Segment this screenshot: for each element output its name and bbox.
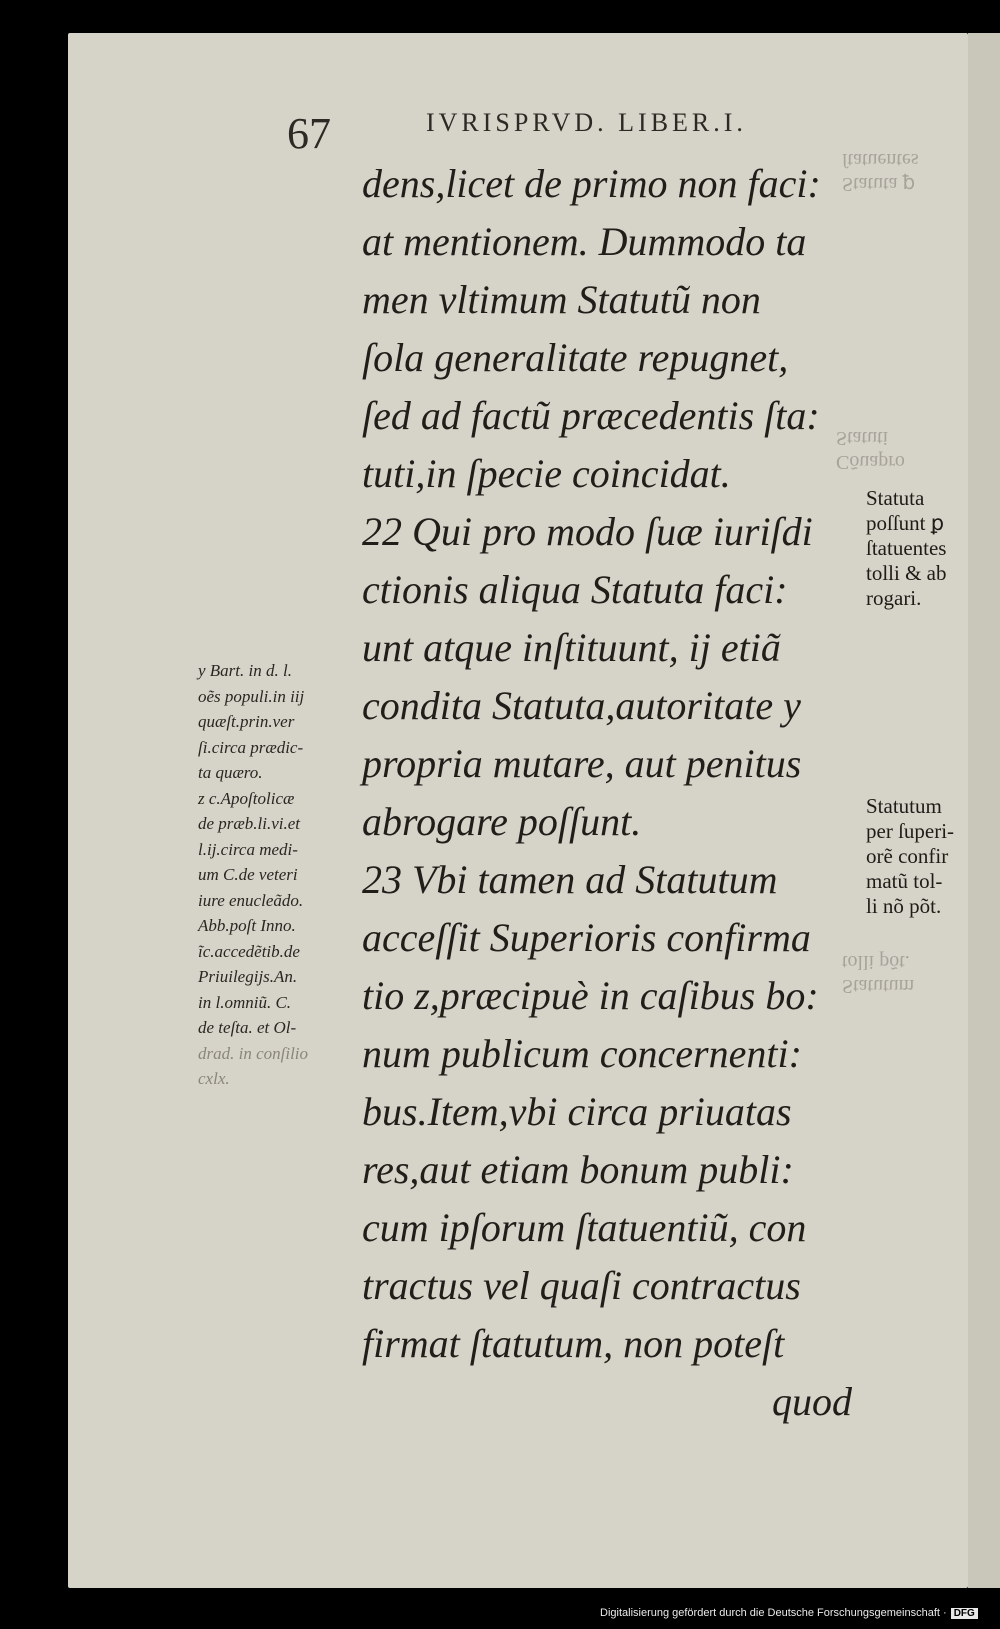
text-line: res,aut etiam bonum publi:	[362, 1147, 794, 1192]
text-line: 22 Qui pro modo ſuæ iuriſdi	[362, 509, 813, 554]
text-line: ctionis aliqua Statuta faci:	[362, 567, 788, 612]
text-line: acceſſit Superioris confirma	[362, 915, 811, 960]
side-note-line: Statuta	[866, 486, 925, 510]
side-note-line: orẽ confir	[866, 844, 949, 868]
note-line: quæſt.prin.ver	[198, 712, 295, 731]
note-line: ta quæro.	[198, 763, 263, 782]
marginal-citation-notes	[198, 658, 364, 1092]
text-line: cum ipſorum ſtatuentiũ, con	[362, 1205, 807, 1250]
side-note-line: tolli & ab	[866, 561, 947, 585]
note-line: de teſta. et Ol-	[198, 1018, 297, 1037]
side-note-line: Statutum	[866, 794, 942, 818]
text-line: at mentionem. Dummodo ta	[362, 219, 807, 264]
footer-text: Digitalisierung gefördert durch die Deutsche Forschungsgemeinschaft ·	[600, 1607, 947, 1619]
note-line: z c.Apoſtolicæ	[198, 788, 295, 808]
side-note-line: rogari.	[866, 586, 922, 610]
note-line: y Bart. in d. l.	[198, 661, 292, 680]
main-text-block	[362, 155, 852, 1431]
side-note-statutum	[866, 794, 974, 919]
text-line: unt atque inſtituunt, ij etiã	[362, 625, 781, 670]
bleed-through-text: Cõuapro Statuti	[836, 427, 905, 473]
text-line: dens,licet de primo non faci:	[362, 161, 821, 206]
catchword: quod	[772, 1379, 852, 1424]
dfg-logo: DFG	[951, 1608, 978, 1619]
note-line: um C.de veteri	[198, 865, 298, 884]
text-line: propria mutare, aut penitus	[362, 741, 802, 786]
note-line: ĩc.accedẽtib.de	[198, 941, 300, 961]
side-note-statuta	[866, 486, 974, 611]
note-line: l.ij.circa medi-	[198, 839, 298, 859]
side-note-line: li nõ põt.	[866, 894, 942, 918]
note-line: cxlx.	[198, 1069, 230, 1088]
text-line: ſola generalitate repugnet,	[362, 335, 789, 380]
text-line: tuti,in ſpecie coincidat.	[362, 451, 731, 496]
text-line: tio z,præcipuè in caſibus bo:	[362, 973, 819, 1018]
note-line: de præb.li.vi.et	[198, 814, 300, 833]
digitization-footer	[600, 1607, 978, 1619]
note-line: Abb.poſt Inno.	[198, 916, 296, 935]
note-line: iure enucleãdo.	[198, 890, 304, 910]
side-note-line: poſſunt ꝑ	[866, 511, 945, 535]
side-note-line: matũ tol-	[866, 869, 943, 893]
running-head: IVRISPRVD. LIBER.I.	[426, 108, 747, 137]
side-note-line: per ſuperi-	[866, 819, 955, 843]
side-note-line: ſtatuentes	[866, 536, 947, 560]
text-line: men vltimum Statutũ non	[362, 277, 761, 322]
bleed-through-text: Statuta ꝑ ſtatuentes	[842, 149, 919, 195]
page-number: 67	[287, 109, 331, 158]
note-line: in l.omniũ. C.	[198, 992, 292, 1012]
note-line: drad. in conſilio	[198, 1043, 309, 1063]
note-line: ſi.circa prædic-	[198, 737, 304, 757]
text-line: condita Statuta,autoritate y	[362, 683, 801, 728]
text-line: firmat ſtatutum, non poteſt	[362, 1321, 785, 1366]
text-line: bus.Item,vbi circa priuatas	[362, 1089, 792, 1134]
note-line: oẽs populi.in iij	[198, 686, 305, 706]
text-line: ſed ad factũ præcedentis ſta:	[362, 393, 820, 438]
text-line: abrogare poſſunt.	[362, 799, 642, 844]
bleed-through-text: Statutum tolli põt.	[842, 951, 915, 997]
text-line: num publicum concernenti:	[362, 1031, 802, 1076]
text-line: tractus vel quaſi contractus	[362, 1263, 801, 1308]
text-line: 23 Vbi tamen ad Statutum	[362, 857, 778, 902]
note-line: Priuilegijs.An.	[198, 967, 298, 986]
